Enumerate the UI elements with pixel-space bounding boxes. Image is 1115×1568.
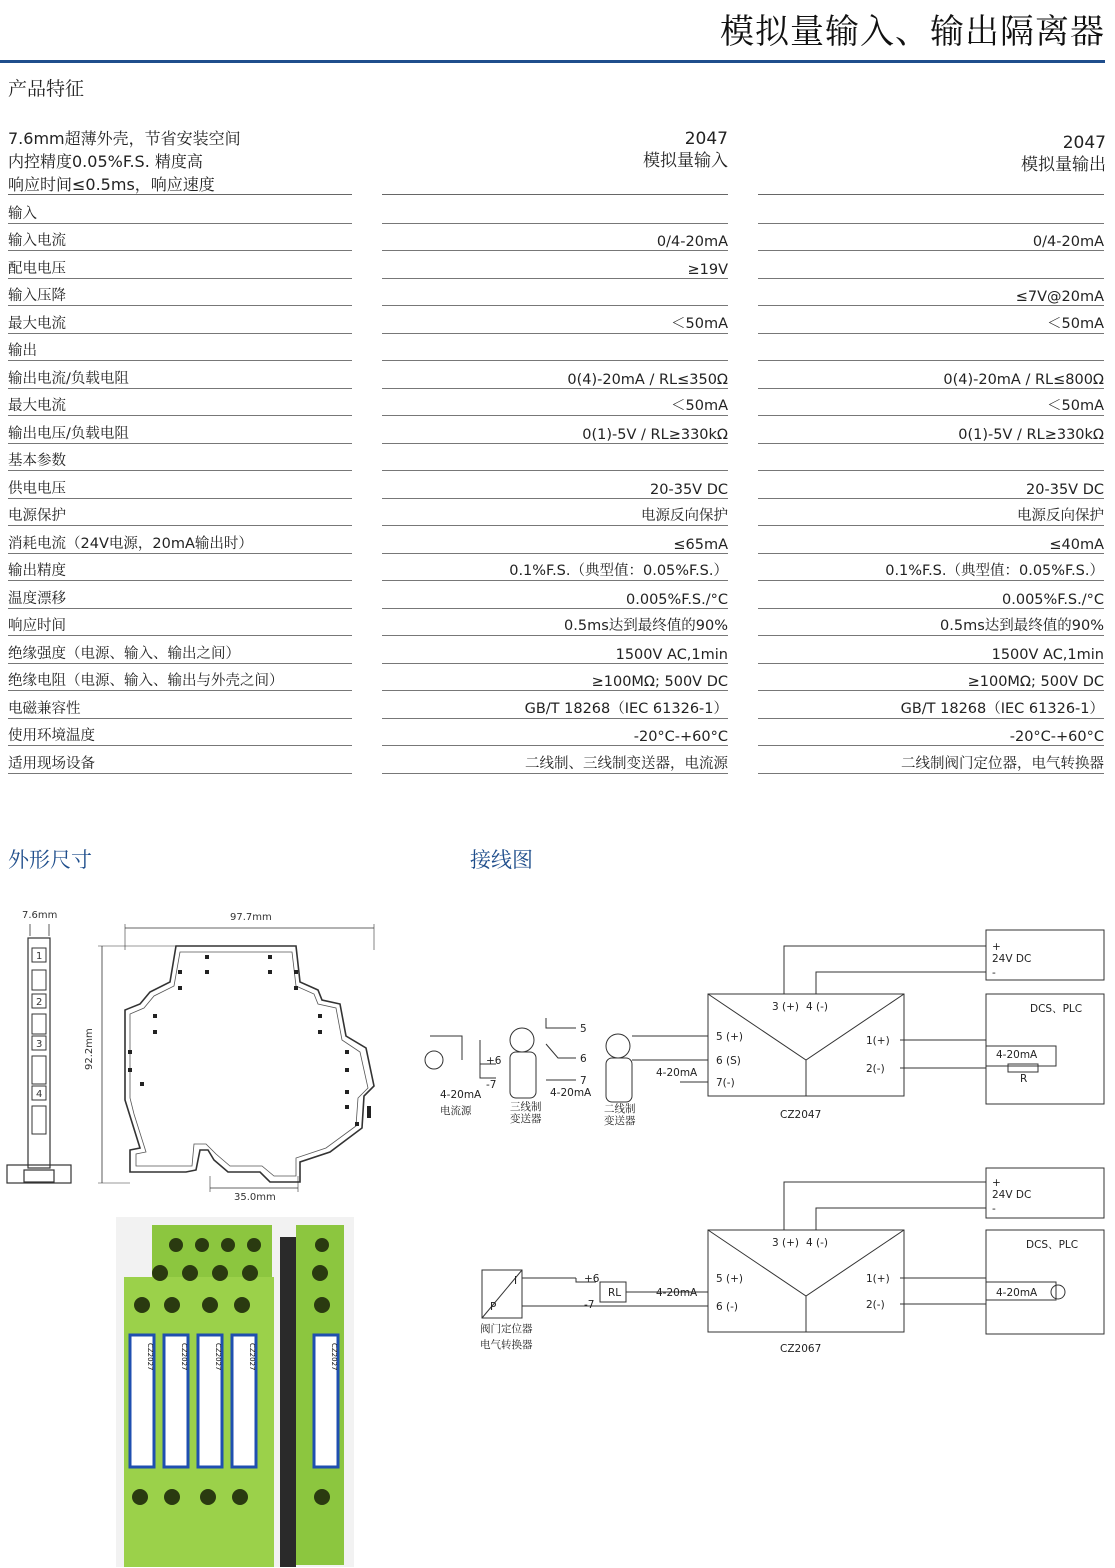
svg-text:24V DC: 24V DC xyxy=(992,953,1032,965)
svg-text:RL: RL xyxy=(608,1287,622,1299)
svg-text:7(-): 7(-) xyxy=(716,1077,735,1089)
length-label: 97.7mm xyxy=(230,912,272,923)
module-outline xyxy=(125,946,374,1182)
spec-label: 电磁兼容性 xyxy=(8,691,352,719)
column-gap xyxy=(728,443,758,471)
spec-row xyxy=(8,443,1104,471)
spec-value-input xyxy=(382,443,728,471)
column-gap xyxy=(728,196,758,223)
spec-row xyxy=(8,306,1104,334)
svg-text:三线制变送器: 三线制变送器 xyxy=(510,1101,542,1125)
spec-label: 最大电流 xyxy=(8,306,352,334)
spec-label: 输入压降 xyxy=(8,278,352,306)
column-gap xyxy=(352,636,382,664)
spec-row xyxy=(8,333,1104,361)
column-name: 模拟量输入 xyxy=(643,151,728,171)
spec-row xyxy=(8,388,1104,416)
svg-text:5 (+): 5 (+) xyxy=(716,1031,744,1043)
spec-row xyxy=(8,526,1104,554)
column-gap xyxy=(352,526,382,554)
spec-label: 温度漂移 xyxy=(8,581,352,609)
product-photo xyxy=(116,1217,354,1567)
wiring-diagram xyxy=(410,920,1110,1360)
svg-text:+: + xyxy=(992,941,1001,953)
spec-label: 供电电压 xyxy=(8,471,352,499)
column-model: 2047 xyxy=(684,129,728,149)
svg-text:CZ2027: CZ2027 xyxy=(146,1343,154,1371)
svg-text:4-20mA: 4-20mA xyxy=(656,1287,698,1299)
column-gap xyxy=(352,416,382,444)
spec-label: 使用环境温度 xyxy=(8,718,352,746)
svg-text:CZ2047: CZ2047 xyxy=(780,1109,822,1121)
spec-value-output xyxy=(758,196,1104,223)
spec-row xyxy=(8,663,1104,691)
svg-text:CZ2067: CZ2067 xyxy=(780,1343,822,1355)
column-gap xyxy=(352,251,382,279)
column-gap xyxy=(728,471,758,499)
svg-text:R: R xyxy=(1020,1073,1028,1085)
spec-row xyxy=(8,278,1104,306)
spec-value-output: 二线制阀门定位器，电气转换器 xyxy=(758,746,1104,774)
column-model: 2047 xyxy=(1062,133,1106,153)
width-label: 7.6mm xyxy=(22,910,58,921)
spec-row xyxy=(8,498,1104,526)
column-gap xyxy=(728,361,758,389)
spec-value-output: 0(4)-20mA / RL≤800Ω xyxy=(758,361,1104,389)
spec-value-output: 1500V AC,1min xyxy=(758,636,1104,664)
spec-value-output: -20°C-+60°C xyxy=(758,718,1104,746)
page-title: 模拟量输入、输出隔离器 xyxy=(720,12,1105,52)
svg-text:+6: +6 xyxy=(584,1273,600,1285)
header-rule xyxy=(382,194,728,195)
column-gap xyxy=(728,691,758,719)
svg-text:1(+): 1(+) xyxy=(866,1035,890,1047)
spec-row xyxy=(8,416,1104,444)
spec-row xyxy=(8,553,1104,581)
column-gap xyxy=(728,388,758,416)
column-gap xyxy=(352,278,382,306)
spec-value-output: ≥100MΩ; 500V DC xyxy=(758,663,1104,691)
svg-text:CZ2027: CZ2027 xyxy=(214,1343,222,1371)
svg-text:CZ2027: CZ2027 xyxy=(180,1343,188,1371)
spec-label: 绝缘电阻（电源、输入、输出与外壳之间） xyxy=(8,663,352,691)
svg-text:CZ2027: CZ2027 xyxy=(330,1343,338,1371)
spec-row xyxy=(8,691,1104,719)
svg-text:P: P xyxy=(490,1301,497,1313)
spec-row xyxy=(8,718,1104,746)
column-gap xyxy=(728,223,758,251)
column-gap xyxy=(728,718,758,746)
height-label: 92.2mm xyxy=(84,1028,95,1070)
column-header-input xyxy=(382,128,728,172)
spec-value-input: 20-35V DC xyxy=(382,471,728,499)
spec-value-input: 0.1%F.S.（典型值：0.05%F.S.） xyxy=(382,553,728,581)
spec-row xyxy=(8,608,1104,636)
spec-value-input: 1500V AC,1min xyxy=(382,636,728,664)
spec-value-input: 电源反向保护 xyxy=(382,498,728,526)
spec-value-output: ≤40mA xyxy=(758,526,1104,554)
column-gap xyxy=(352,333,382,361)
column-gap xyxy=(352,691,382,719)
column-gap xyxy=(728,278,758,306)
spec-value-input: 0.005%F.S./°C xyxy=(382,581,728,609)
column-gap xyxy=(728,608,758,636)
spec-value-input: ≥19V xyxy=(382,251,728,279)
column-gap xyxy=(352,581,382,609)
svg-text:4 (-): 4 (-) xyxy=(806,1237,828,1249)
svg-text:-7: -7 xyxy=(584,1299,595,1311)
spec-value-input: -20°C-+60°C xyxy=(382,718,728,746)
spec-value-output: 20-35V DC xyxy=(758,471,1104,499)
column-gap xyxy=(352,663,382,691)
column-header-output xyxy=(760,132,1106,176)
column-gap xyxy=(352,718,382,746)
svg-text:2: 2 xyxy=(36,997,43,1008)
column-gap xyxy=(728,498,758,526)
svg-text:6 (S): 6 (S) xyxy=(716,1055,741,1067)
column-gap xyxy=(728,251,758,279)
svg-text:DCS、PLC: DCS、PLC xyxy=(1026,1239,1079,1251)
column-gap xyxy=(352,388,382,416)
feature-item: 响应时间≤0.5ms，响应速度 xyxy=(8,175,215,194)
spec-value-output: 0.5ms达到最终值的90% xyxy=(758,608,1104,636)
spec-row xyxy=(8,223,1104,251)
spec-value-output xyxy=(758,333,1104,361)
spec-label: 基本参数 xyxy=(8,443,352,471)
column-gap xyxy=(352,196,382,223)
svg-text:4-20mA: 4-20mA xyxy=(440,1089,482,1101)
spec-label: 配电电压 xyxy=(8,251,352,279)
svg-text:阀门定位器: 阀门定位器 xyxy=(480,1323,533,1335)
spec-label: 输出精度 xyxy=(8,553,352,581)
spec-label: 响应时间 xyxy=(8,608,352,636)
spec-label: 电源保护 xyxy=(8,498,352,526)
svg-text:6: 6 xyxy=(580,1053,587,1065)
svg-text:-: - xyxy=(992,967,996,979)
spec-value-input: 0(1)-5V / RL≥330kΩ xyxy=(382,416,728,444)
svg-text:4: 4 xyxy=(36,1089,43,1100)
spec-value-input: 0/4-20mA xyxy=(382,223,728,251)
column-gap xyxy=(728,581,758,609)
svg-text:1(+): 1(+) xyxy=(866,1273,890,1285)
spec-value-input: ≥100MΩ; 500V DC xyxy=(382,663,728,691)
title-rule xyxy=(0,60,1105,63)
spec-value-output: 电源反向保护 xyxy=(758,498,1104,526)
svg-text:CZ2027: CZ2027 xyxy=(248,1343,256,1371)
column-gap xyxy=(728,553,758,581)
spec-value-output: ＜50mA xyxy=(758,306,1104,334)
svg-text:3: 3 xyxy=(36,1039,43,1050)
spec-value-input: GB/T 18268（IEC 61326-1） xyxy=(382,691,728,719)
spec-label: 最大电流 xyxy=(8,388,352,416)
svg-text:1: 1 xyxy=(36,951,43,962)
spec-row xyxy=(8,361,1104,389)
spec-label: 适用现场设备 xyxy=(8,746,352,774)
column-gap xyxy=(728,333,758,361)
column-gap xyxy=(352,498,382,526)
spec-value-output xyxy=(758,443,1104,471)
svg-text:+6: +6 xyxy=(486,1055,502,1067)
column-gap xyxy=(728,636,758,664)
column-gap xyxy=(728,306,758,334)
svg-text:5 (+): 5 (+) xyxy=(716,1273,744,1285)
spec-value-input: 0(4)-20mA / RL≤350Ω xyxy=(382,361,728,389)
column-gap xyxy=(352,223,382,251)
spec-value-output: 0(1)-5V / RL≥330kΩ xyxy=(758,416,1104,444)
mounting-holes xyxy=(128,955,371,1126)
spec-value-output: ＜50mA xyxy=(758,388,1104,416)
spec-value-input xyxy=(382,278,728,306)
spec-label: 输出电流/负载电阻 xyxy=(8,361,352,389)
svg-text:DCS、PLC: DCS、PLC xyxy=(1030,1003,1083,1015)
header-rule xyxy=(758,194,1104,195)
spec-row xyxy=(8,471,1104,499)
spec-row xyxy=(8,251,1104,279)
spec-label: 输出 xyxy=(8,333,352,361)
svg-text:I: I xyxy=(514,1275,518,1287)
spec-table xyxy=(8,196,1104,774)
column-gap xyxy=(352,361,382,389)
column-gap xyxy=(352,553,382,581)
spec-value-output: 0.1%F.S.（典型值：0.05%F.S.） xyxy=(758,553,1104,581)
column-gap xyxy=(352,471,382,499)
wiring-heading: 接线图 xyxy=(470,848,533,872)
svg-text:+: + xyxy=(992,1177,1001,1189)
svg-text:6 (-): 6 (-) xyxy=(716,1301,738,1313)
features-heading: 产品特征 xyxy=(8,78,85,100)
spec-label: 绝缘强度（电源、输入、输出之间） xyxy=(8,636,352,664)
header-rule xyxy=(8,194,352,195)
svg-text:2(-): 2(-) xyxy=(866,1063,885,1075)
column-gap xyxy=(352,746,382,774)
svg-text:4 (-): 4 (-) xyxy=(806,1001,828,1013)
spec-value-output: 0/4-20mA xyxy=(758,223,1104,251)
spec-value-output: 0.005%F.S./°C xyxy=(758,581,1104,609)
column-gap xyxy=(728,526,758,554)
spec-value-input xyxy=(382,196,728,223)
svg-text:-: - xyxy=(992,1203,996,1215)
spec-row xyxy=(8,581,1104,609)
column-gap xyxy=(728,746,758,774)
column-gap xyxy=(728,663,758,691)
svg-text:2(-): 2(-) xyxy=(866,1299,885,1311)
svg-text:二线制变送器: 二线制变送器 xyxy=(604,1103,636,1127)
spec-label: 输入 xyxy=(8,196,352,223)
column-gap xyxy=(352,608,382,636)
column-gap xyxy=(352,443,382,471)
spec-value-input: 二线制、三线制变送器，电流源 xyxy=(382,746,728,774)
spec-row xyxy=(8,196,1104,223)
spec-value-output: GB/T 18268（IEC 61326-1） xyxy=(758,691,1104,719)
dimension-drawing xyxy=(0,900,390,1200)
svg-text:4-20mA: 4-20mA xyxy=(996,1049,1038,1061)
column-gap xyxy=(352,306,382,334)
feature-item: 7.6mm超薄外壳，节省安装空间 xyxy=(8,129,241,148)
feature-item: 内控精度0.05%F.S. 精度高 xyxy=(8,152,203,171)
rail-label: 35.0mm xyxy=(234,1192,276,1200)
spec-label: 输入电流 xyxy=(8,223,352,251)
spec-label: 消耗电流（24V电源，20mA输出时） xyxy=(8,526,352,554)
svg-text:4-20mA: 4-20mA xyxy=(550,1087,592,1099)
spec-row xyxy=(8,746,1104,774)
svg-text:7: 7 xyxy=(580,1075,587,1087)
spec-value-input: 0.5ms达到最终值的90% xyxy=(382,608,728,636)
spec-value-output xyxy=(758,251,1104,279)
spec-value-input: ≤65mA xyxy=(382,526,728,554)
svg-text:24V DC: 24V DC xyxy=(992,1189,1032,1201)
svg-text:3 (+): 3 (+) xyxy=(772,1237,800,1249)
spec-value-output: ≤7V@20mA xyxy=(758,278,1104,306)
svg-text:3 (+): 3 (+) xyxy=(772,1001,800,1013)
svg-text:5: 5 xyxy=(580,1023,587,1035)
svg-text:-7: -7 xyxy=(486,1079,497,1091)
svg-text:4-20mA: 4-20mA xyxy=(996,1287,1038,1299)
spec-value-input: ＜50mA xyxy=(382,306,728,334)
column-name: 模拟量输出 xyxy=(1021,155,1106,175)
svg-text:电气转换器: 电气转换器 xyxy=(480,1339,533,1351)
dimensions-heading: 外形尺寸 xyxy=(8,848,92,872)
spec-value-input: ＜50mA xyxy=(382,388,728,416)
spec-label: 输出电压/负载电阻 xyxy=(8,416,352,444)
spec-row xyxy=(8,636,1104,664)
features-list xyxy=(8,127,241,196)
svg-text:4-20mA: 4-20mA xyxy=(656,1067,698,1079)
spec-value-input xyxy=(382,333,728,361)
column-gap xyxy=(728,416,758,444)
svg-text:电流源: 电流源 xyxy=(440,1105,472,1117)
